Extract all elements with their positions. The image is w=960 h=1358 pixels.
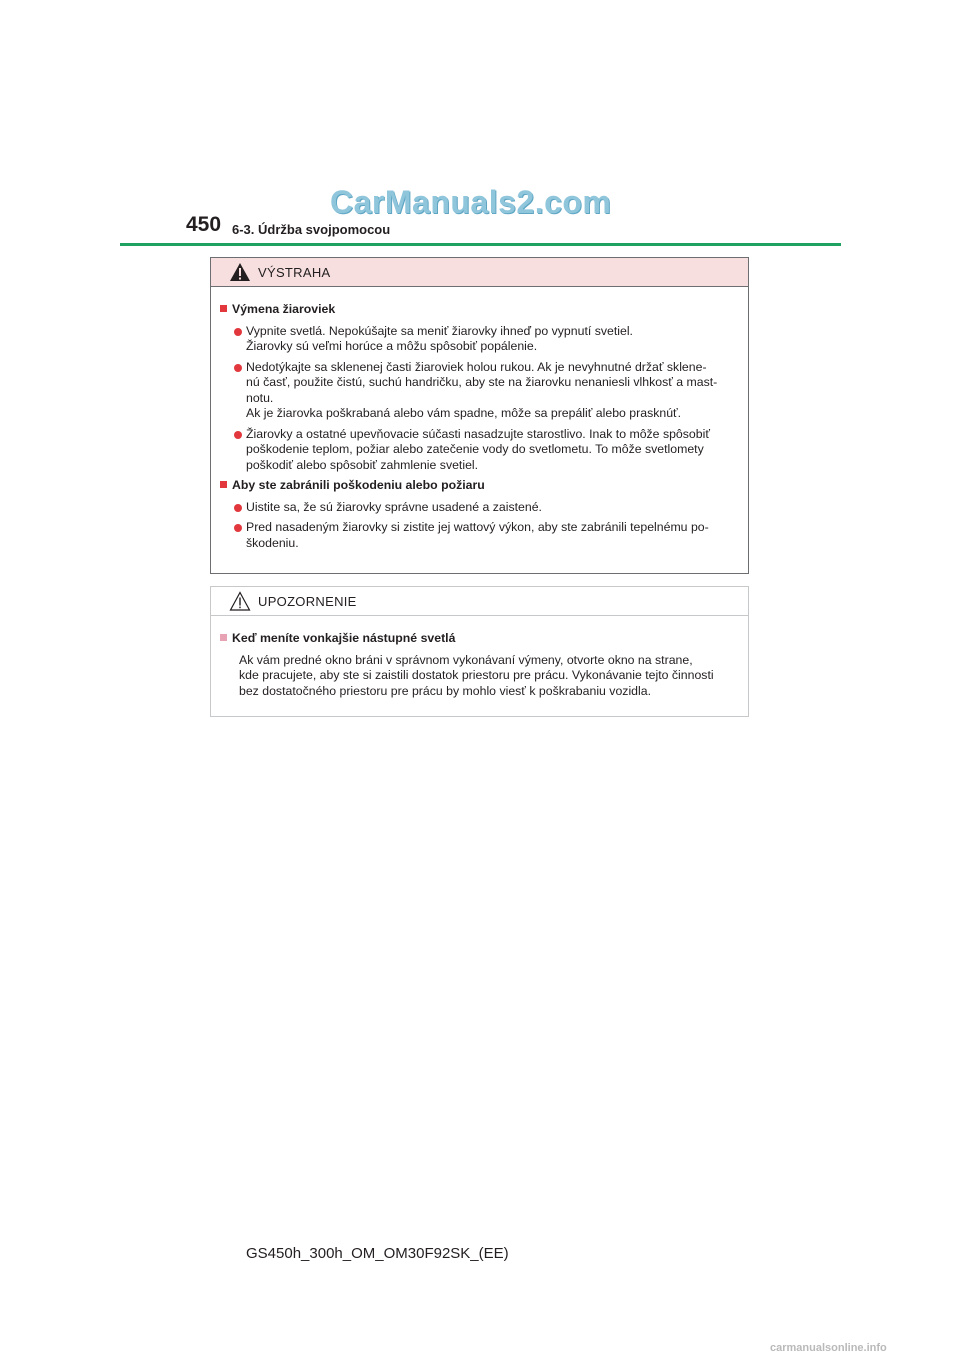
text-line: Žiarovky a ostatné upevňovacie súčasti nasadzujte starostlivo. Inak to môže spôsobiť — [246, 426, 710, 441]
warning-bullet — [234, 360, 741, 422]
text-line: kde pracujete, aby ste si zaistili dostatok priestoru pre prácu. Vykonávanie tejto činnosti — [239, 668, 714, 682]
heading-text: Aby ste zabránili poškodeniu alebo požiaru — [232, 478, 485, 492]
warning-heading — [220, 478, 741, 494]
header-divider — [120, 243, 841, 246]
warning-header — [211, 258, 748, 287]
text-line: nú časť, použite čistú, suchú handričku, aby ste na žiarovku nenaniesli vlhkosť a mast- — [246, 375, 718, 389]
warning-bullet — [234, 520, 741, 551]
text-line: Žiarovky sú veľmi horúce a môžu spôsobiť popálenie. — [246, 339, 538, 353]
round-bullet-icon — [234, 364, 242, 372]
warning-bullet — [234, 427, 741, 474]
text-line: Nedotýkajte sa sklenenej časti žiaroviek holou rukou. Ak je nevyhnutné držať sklene- — [246, 359, 707, 374]
warning-bullet — [234, 324, 741, 355]
caution-heading — [220, 631, 741, 647]
watermark-logo-top: CarManuals2.com — [330, 184, 612, 220]
warning-body — [211, 287, 748, 551]
text-line: Ak vám predné okno bráni v správnom vykonávaní výmeny, otvorte okno na strane, — [239, 652, 693, 667]
caution-body — [211, 616, 748, 699]
page-number: 450 — [186, 213, 222, 236]
round-bullet-icon — [234, 504, 242, 512]
text-line: Uistite sa, že sú žiarovky správne usadené a zaistené. — [246, 499, 542, 514]
text-line: poškodenie teplom, požiar alebo zatečenie vody do svetlometu. To môže svetlomety — [246, 442, 704, 456]
caution-box — [210, 586, 749, 717]
square-bullet-icon — [220, 305, 227, 312]
round-bullet-icon — [234, 524, 242, 532]
watermark-bottom: carmanualsonline.info — [770, 1342, 887, 1354]
warning-bullet — [234, 500, 741, 516]
document-code: GS450h_300h_OM_OM30F92SK_(EE) — [246, 1245, 509, 1262]
heading-text: Výmena žiaroviek — [232, 302, 336, 316]
heading-text: Keď meníte vonkajšie nástupné svetlá — [232, 631, 456, 645]
warning-title: VÝSTRAHA — [258, 264, 331, 280]
bullet-text — [246, 520, 709, 551]
bullet-text — [246, 500, 542, 516]
text-line: notu. — [246, 390, 274, 405]
warning-triangle-icon — [229, 262, 251, 282]
section-title: 6-3. Údržba svojpomocou — [232, 222, 391, 237]
warning-box — [210, 257, 749, 574]
text-line: škodeniu. — [246, 535, 299, 550]
text-line: Ak je žiarovka poškrabaná alebo vám spadne, môže sa prepáliť alebo prasknúť. — [246, 406, 682, 420]
text-line: bez dostatočného priestoru pre prácu by mohlo viesť k poškrabaniu vozidla. — [239, 683, 652, 698]
bullet-text — [246, 427, 710, 474]
text-line: Vypnite svetlá. Nepokúšajte sa meniť žiarovky ihneď po vypnutí svetiel. — [246, 323, 633, 338]
caution-triangle-icon — [229, 591, 251, 611]
round-bullet-icon — [234, 431, 242, 439]
square-bullet-icon — [220, 634, 227, 641]
round-bullet-icon — [234, 328, 242, 336]
caution-header — [211, 587, 748, 616]
text-line: Pred nasadeným žiarovky si zistite jej wattový výkon, aby ste zabránili tepelnému po- — [246, 520, 709, 534]
warning-heading — [220, 302, 741, 318]
bullet-text — [246, 360, 717, 422]
square-bullet-icon — [220, 481, 227, 488]
text-line: poškodiť alebo spôsobiť zahmlenie svetiel. — [246, 457, 479, 472]
bullet-text — [246, 324, 633, 355]
caution-text — [239, 653, 741, 700]
caution-title: UPOZORNENIE — [258, 593, 357, 609]
